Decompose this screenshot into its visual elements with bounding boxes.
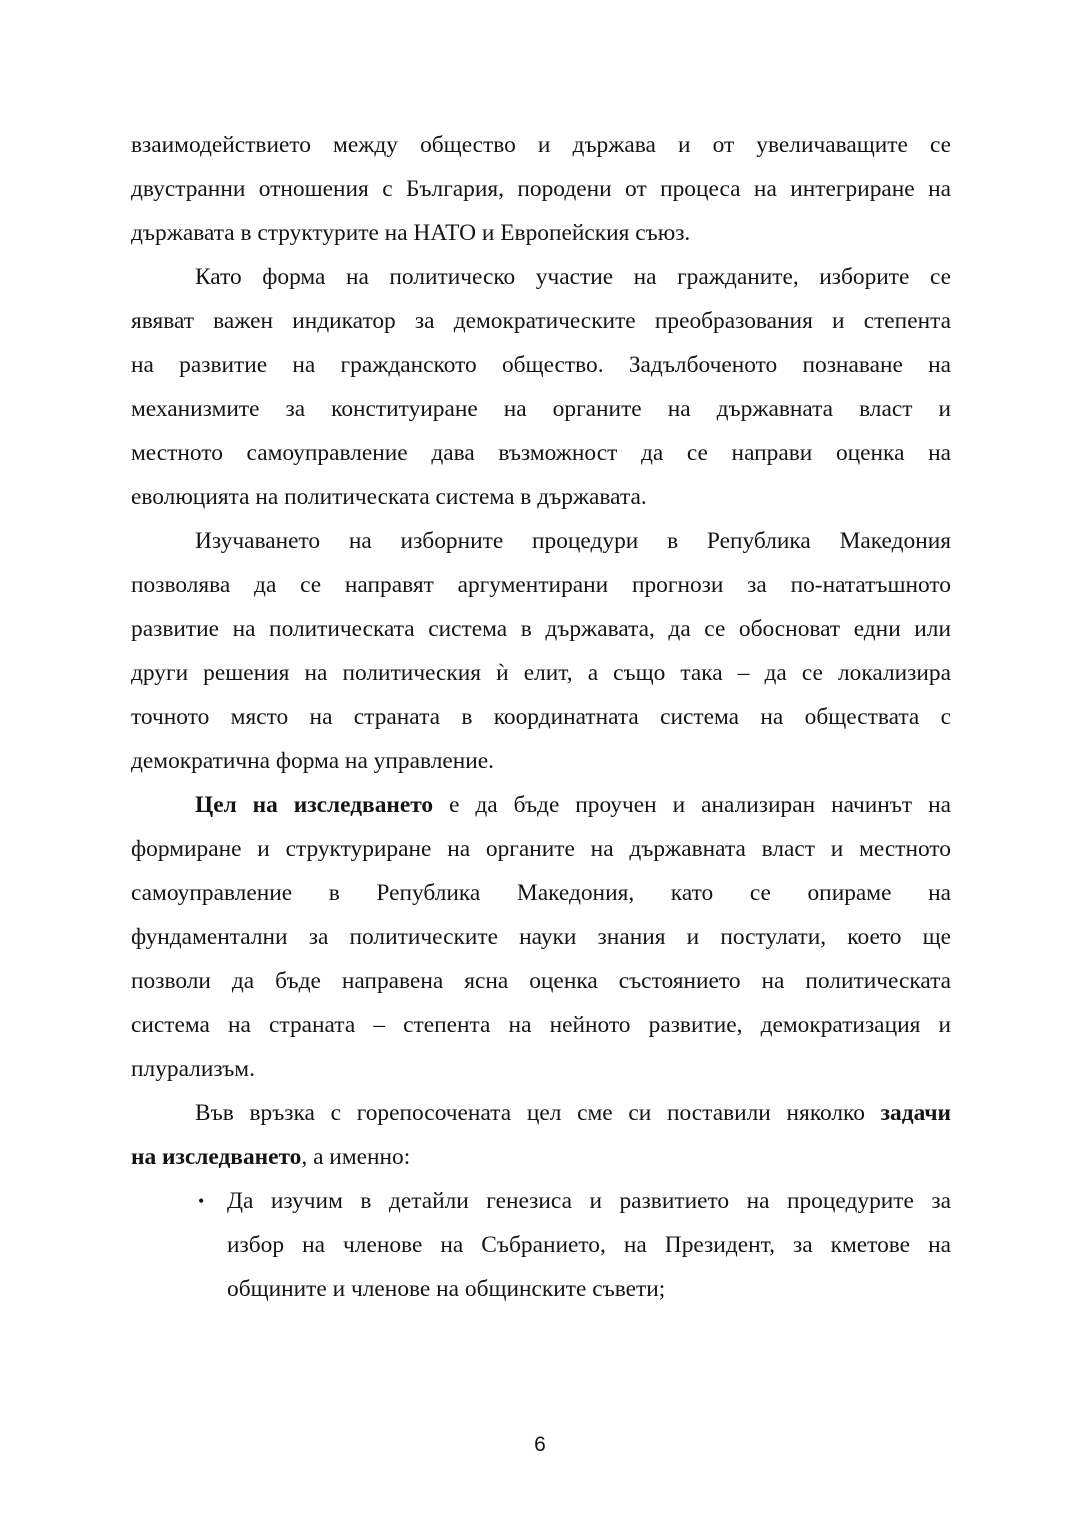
- paragraph-line: явяват важен индикатор за демократическите преобразования и степента: [131, 308, 951, 334]
- paragraph-line: [131, 783, 951, 827]
- paragraph-line: други решения на политическия ѝ елит, а също така – да се локализира: [131, 660, 951, 686]
- paragraph-line: местното самоуправление дава възможност да се направи оценка на: [131, 440, 951, 466]
- paragraph-line: държавата в структурите на НАТО и Европейския съюз.: [131, 220, 691, 246]
- paragraph-line: взаимодействието между общество и държава и от увеличаващите се: [131, 132, 951, 158]
- paragraph-line: механизмите за конституиране на органите на държавната власт и: [131, 396, 951, 422]
- paragraph-5: [131, 1091, 951, 1179]
- paragraph-line: еволюцията на политическата система в държавата.: [131, 484, 647, 510]
- list-item-line: избор на членове на Събранието, на Президент, за кметове на: [227, 1232, 951, 1258]
- paragraph-line: [131, 1091, 951, 1135]
- paragraph-line: [131, 1135, 951, 1179]
- paragraph-3: [131, 519, 951, 783]
- page-number: 6: [534, 1433, 546, 1456]
- paragraph-1: [131, 123, 951, 255]
- list-item: [131, 1179, 951, 1311]
- bold-term: Цел на изследването: [195, 792, 434, 818]
- paragraph-line: самоуправление в Република Македония, като се опираме на: [131, 880, 951, 906]
- paragraph-line: фундаментални за политическите науки знания и постулати, което ще: [131, 924, 951, 950]
- paragraph-line: точното място на страната в координатната система на обществата с: [131, 704, 951, 730]
- bold-term: на изследването: [131, 1144, 302, 1170]
- task-list: [131, 1179, 951, 1311]
- paragraph-line: развитие на политическата система в държавата, да се обосноват едни или: [131, 616, 951, 642]
- bullet-icon: •: [198, 1191, 205, 1211]
- list-item-line: Да изучим в детайли генезиса и развитието на процедурите за: [227, 1188, 951, 1214]
- body-text: [131, 123, 951, 1311]
- list-item-line: общините и членове на общинските съвети;: [227, 1276, 666, 1302]
- paragraph-line: Изучаването на изборните процедури в Република Македония: [195, 528, 951, 554]
- paragraph-text: Във връзка с горепосочената цел сме си поставили няколко: [195, 1100, 881, 1126]
- paragraph-line: на развитие на гражданското общество. Задълбоченото познаване на: [131, 352, 951, 378]
- paragraph-line: демократична форма на управление.: [131, 748, 495, 774]
- paragraph-line: плурализъм.: [131, 1056, 255, 1082]
- paragraph-line: система на страната – степента на нейното развитие, демократизация и: [131, 1012, 951, 1038]
- paragraph-line: позволи да бъде направена ясна оценка състоянието на политическата: [131, 968, 951, 994]
- paragraph-line: формиране и структуриране на органите на държавната власт и местното: [131, 836, 951, 862]
- paragraph-2: [131, 255, 951, 519]
- bold-term: задачи: [880, 1100, 951, 1126]
- paragraph-4: [131, 783, 951, 1091]
- paragraph-text: е да бъде проучен и анализиран начинът на: [433, 792, 951, 818]
- paragraph-line: двустранни отношения с България, породени от процеса на интегриране на: [131, 176, 951, 202]
- paragraph-line: Като форма на политическо участие на гражданите, изборите се: [195, 264, 951, 290]
- paragraph-text: , а именно:: [301, 1144, 411, 1170]
- paragraph-line: позволява да се направят аргументирани прогнози за по-нататъшното: [131, 572, 951, 598]
